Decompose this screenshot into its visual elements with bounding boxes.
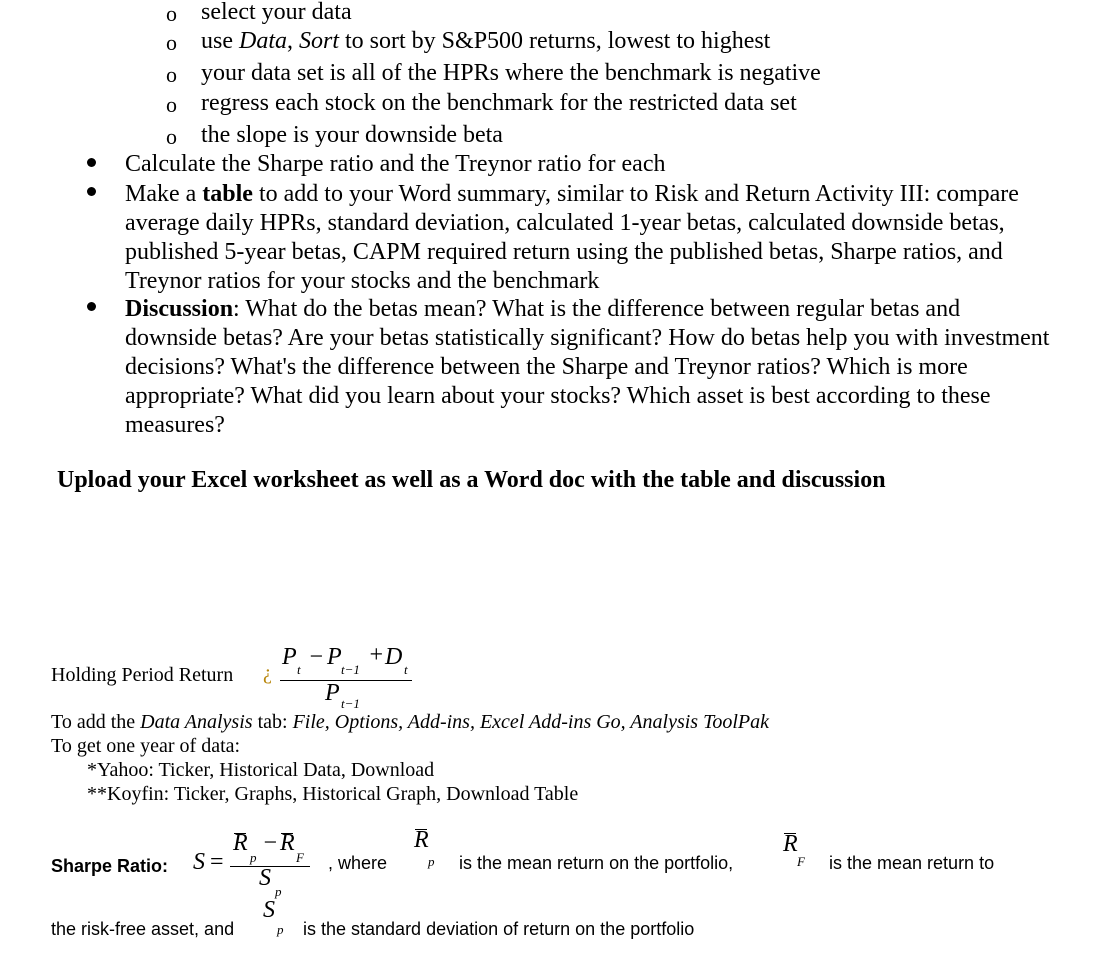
step-marker: o — [166, 124, 177, 149]
sharpe-label: Sharpe Ratio: — [51, 856, 169, 876]
bullet-discussion: Discussion: What do the betas mean? What is the difference between regular betas and downside betas? Are your betas statistically significant? How do betas help you with investment decisions? What's the difference between the Sharpe and Treynor ratios? Which is more appropriate? What did you learn about your stocks? Which asset is best according to these measures? — [125, 296, 1050, 438]
koyfin-instructions: **Koyfin: Ticker, Graphs, Historical Graph, Download Table — [87, 783, 579, 805]
addin-instructions: To add the Data Analysis tab: File, Options, Add-ins, Excel Add-ins Go, Analysis ToolPak — [51, 711, 770, 733]
bullet-dot — [87, 187, 96, 196]
step-item: regress each stock on the benchmark for the restricted data set — [201, 90, 797, 116]
step-item: the slope is your downside beta — [201, 122, 503, 148]
mean-p-text: is the mean return on the portfolio, — [459, 853, 734, 873]
step-marker: o — [166, 30, 177, 55]
step-marker: o — [166, 1, 177, 26]
sd-text: is the standard deviation of return on the portfolio — [303, 919, 695, 939]
fraction-bar — [280, 680, 412, 681]
riskfree-text: the risk-free asset, and — [51, 919, 235, 939]
step-item: your data set is all of the HPRs where the benchmark is negative — [201, 60, 821, 86]
hpr-glyph: ¿ — [263, 662, 272, 684]
upload-heading: Upload your Excel worksheet as well as a Word doc with the table and discussion — [57, 467, 886, 493]
where-text: , where — [328, 853, 388, 873]
yahoo-instructions: *Yahoo: Ticker, Historical Data, Download — [87, 759, 435, 781]
year-data-title: To get one year of data: — [51, 735, 241, 757]
bullet-sharpe-treynor: Calculate the Sharpe ratio and the Treynor ratio for each — [125, 151, 666, 177]
bullet-dot — [87, 158, 96, 167]
step-marker: o — [166, 62, 177, 87]
step-marker: o — [166, 92, 177, 117]
bullet-table: Make a table to add to your Word summary, similar to Risk and Return Activity III: compare average daily HPRs, standard deviation, calculated 1-year betas, calculated downside betas, published 5-year betas, CAPM required return using the published betas, Sharpe ratios, and Treynor ratios for your stocks and the benchmark — [125, 181, 1019, 294]
step-item: use Data, Sort to sort by S&P500 returns, lowest to highest — [201, 28, 771, 54]
step-item: select your data — [201, 0, 352, 25]
bullet-dot — [87, 302, 96, 311]
mean-f-text: is the mean return to — [829, 853, 995, 873]
hpr-label: Holding Period Return — [51, 664, 234, 686]
